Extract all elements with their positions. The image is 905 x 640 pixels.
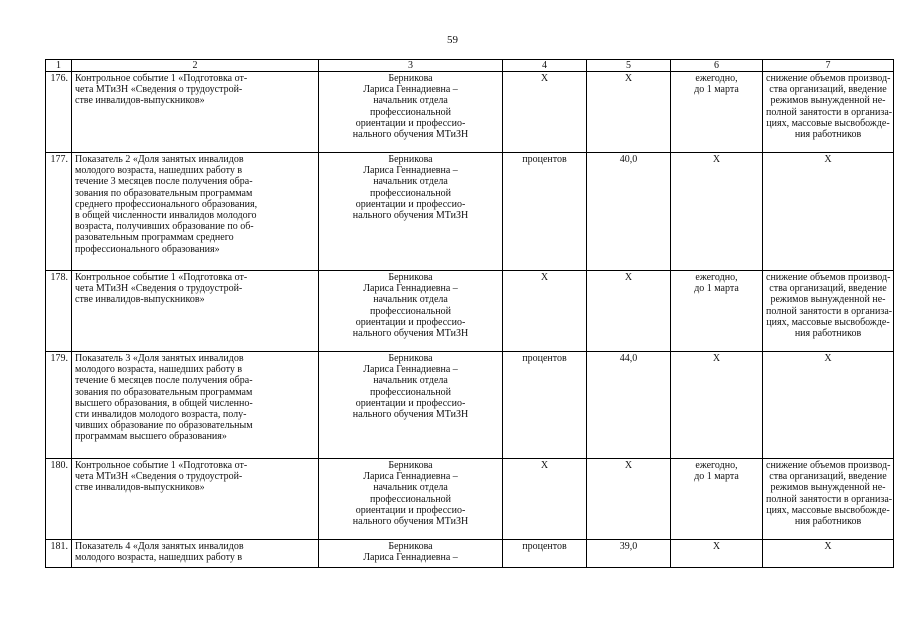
row-number-cell (46, 153, 72, 271)
term-line: ежегодно, (695, 73, 738, 84)
term-cell (671, 72, 763, 153)
risk-line: режимов вынужденной не- (770, 482, 886, 494)
indicator-name-line: молодого возраста, нашедших работу в (75, 165, 243, 177)
indicator-name-line: течение 3 месяцев после получения обра- (75, 176, 253, 188)
responsible-line: ориентации и профессио- (355, 316, 466, 328)
row-number-cell (46, 271, 72, 352)
term-line: до 1 марта (694, 283, 739, 295)
indicator-name-line: стве инвалидов-выпускников» (75, 294, 205, 306)
value-cell (587, 153, 671, 271)
indicator-name-line: чета МТиЗН «Сведения о трудоустрой- (75, 283, 243, 295)
responsible-line: ориентации и профессио- (355, 198, 466, 210)
indicator-name-line: программам высшего образования» (75, 431, 227, 443)
risk-cell (763, 72, 894, 153)
responsible-line: Берникова (388, 73, 433, 84)
row-number: 181. (50, 541, 68, 552)
indicator-name-line: Контрольное событие 1 «Подготовка от- (75, 460, 248, 471)
row-number-cell (46, 72, 72, 153)
target-value: Х (624, 460, 633, 471)
indicator-name-line: Показатель 2 «Доля занятых инвалидов (75, 154, 244, 165)
risk-line: ства организаций, введение (769, 84, 887, 96)
responsible-line: Берникова (388, 460, 433, 471)
term-cell (671, 153, 763, 271)
responsible-line: профессиональной (370, 386, 451, 398)
value-cell (587, 72, 671, 153)
risk-line: полной занятости в организа- (766, 493, 893, 505)
row-number: 176. (50, 73, 68, 84)
risk-line: полной занятости в организа- (766, 106, 893, 118)
responsible-line: ориентации и профессио- (355, 397, 466, 409)
unit-value: процентов (522, 541, 567, 552)
risk-line: циях, массовые высвобожде- (766, 316, 890, 328)
column-header: 3 (319, 60, 503, 72)
responsible-line: профессиональной (370, 493, 451, 505)
indicator-name-cell (72, 271, 319, 352)
indicator-name-cell (72, 459, 319, 540)
responsible-line: Берникова (388, 541, 433, 552)
value-cell (587, 352, 671, 459)
column-number-row (46, 60, 894, 72)
risk-line: ния работников (794, 129, 862, 141)
indicator-name-cell (72, 352, 319, 459)
indicator-name-line: Показатель 4 «Доля занятых инвалидов (75, 541, 244, 552)
risk-line: снижение объемов производ- (766, 460, 891, 471)
target-value: 40,0 (619, 154, 638, 165)
unit-value: Х (540, 73, 549, 84)
indicator-name-line: Контрольное событие 1 «Подготовка от- (75, 272, 248, 283)
column-header: 4 (503, 60, 587, 72)
target-value: Х (624, 73, 633, 84)
risk-line: ния работников (794, 328, 862, 340)
indicator-name-line: в общей численности инвалидов молодого (75, 210, 257, 222)
indicator-table (45, 59, 894, 568)
indicator-name-line: чета МТиЗН «Сведения о трудоустрой- (75, 471, 243, 483)
responsible-line: Берникова (388, 154, 433, 165)
indicator-name-line: зования по образовательным программам (75, 386, 253, 398)
unit-cell (503, 72, 587, 153)
responsible-line: нального обучения МТиЗН (352, 516, 469, 528)
risk-line: полной занятости в организа- (766, 305, 893, 317)
term-line: до 1 марта (694, 471, 739, 483)
column-header: 2 (72, 60, 319, 72)
responsible-line: нального обучения МТиЗН (352, 328, 469, 340)
risk-cell (763, 153, 894, 271)
unit-value: процентов (522, 154, 567, 165)
risk-cell (763, 271, 894, 352)
table-body (46, 60, 894, 568)
indicator-name-line: профессионального образования» (75, 243, 220, 255)
table-row (46, 459, 894, 540)
term-line: Х (712, 154, 721, 165)
indicator-name-line: молодого возраста, нашедших работу в (75, 552, 243, 564)
indicator-name-line: стве инвалидов-выпускников» (75, 95, 205, 107)
risk-line: ства организаций, введение (769, 471, 887, 483)
responsible-line: ориентации и профессио- (355, 117, 466, 129)
risk-line: циях, массовые высвобожде- (766, 504, 890, 516)
responsible-cell (319, 271, 503, 352)
responsible-line: профессиональной (370, 106, 451, 118)
risk-line: режимов вынужденной не- (770, 294, 886, 306)
table-row (46, 352, 894, 459)
risk-line: циях, массовые высвобожде- (766, 117, 890, 129)
risk-cell (763, 459, 894, 540)
responsible-cell (319, 459, 503, 540)
responsible-line: Лариса Геннадиевна – (363, 283, 458, 295)
term-line: до 1 марта (694, 84, 739, 96)
indicator-name-line: Контрольное событие 1 «Подготовка от- (75, 73, 248, 84)
unit-cell (503, 540, 587, 568)
row-number-cell (46, 540, 72, 568)
value-cell (587, 540, 671, 568)
unit-cell (503, 459, 587, 540)
indicator-name-line: стве инвалидов-выпускников» (75, 482, 205, 494)
row-number-cell (46, 459, 72, 540)
responsible-cell (319, 72, 503, 153)
row-number: 180. (50, 460, 68, 471)
responsible-line: нального обучения МТиЗН (352, 210, 469, 222)
risk-cell (763, 540, 894, 568)
table-row (46, 153, 894, 271)
risk-line: Х (824, 541, 832, 552)
unit-value: процентов (522, 353, 567, 364)
unit-cell (503, 271, 587, 352)
column-header: 6 (671, 60, 763, 72)
indicator-name-line: чета МТиЗН «Сведения о трудоустрой- (75, 84, 243, 96)
unit-cell (503, 153, 587, 271)
risk-line: снижение объемов производ- (766, 272, 891, 283)
responsible-line: нального обучения МТиЗН (352, 129, 469, 141)
page-number: 59 (447, 34, 458, 46)
responsible-line: нального обучения МТиЗН (352, 409, 469, 421)
column-header: 7 (763, 60, 894, 72)
unit-value: Х (540, 460, 549, 471)
term-cell (671, 540, 763, 568)
indicator-name-line: молодого возраста, нашедших работу в (75, 364, 243, 376)
indicator-name-line: высшего образования, в общей численно- (75, 397, 253, 409)
row-number: 178. (50, 272, 68, 283)
indicator-name-line: зования по образовательным программам (75, 187, 253, 199)
term-line: ежегодно, (695, 272, 738, 283)
value-cell (587, 271, 671, 352)
term-cell (671, 352, 763, 459)
term-cell (671, 271, 763, 352)
term-line: Х (712, 541, 721, 552)
table-row (46, 540, 894, 568)
responsible-cell (319, 153, 503, 271)
responsible-line: начальник отдела (373, 95, 448, 107)
indicator-name-line: чивших образование по образовательным (75, 420, 253, 432)
target-value: 39,0 (619, 541, 638, 552)
term-line: ежегодно, (695, 460, 738, 471)
responsible-line: Лариса Геннадиевна – (363, 471, 458, 483)
responsible-line: профессиональной (370, 305, 451, 317)
risk-cell (763, 352, 894, 459)
value-cell (587, 459, 671, 540)
unit-cell (503, 352, 587, 459)
indicator-name-line: Показатель 3 «Доля занятых инвалидов (75, 353, 244, 364)
target-value: 44,0 (619, 353, 638, 364)
table-row (46, 72, 894, 153)
responsible-line: начальник отдела (373, 482, 448, 494)
unit-value: Х (540, 272, 549, 283)
indicator-name-cell (72, 72, 319, 153)
responsible-line: Лариса Геннадиевна – (363, 165, 458, 177)
row-number: 177. (50, 154, 68, 165)
responsible-line: начальник отдела (373, 176, 448, 188)
column-header: 5 (587, 60, 671, 72)
indicator-name-line: сти инвалидов молодого возраста, полу- (75, 409, 247, 421)
responsible-line: Берникова (388, 353, 433, 364)
indicator-name-line: разовательным программам среднего (75, 232, 234, 244)
indicator-name-line: возраста, получивших образование по об- (75, 221, 254, 233)
row-number-cell (46, 352, 72, 459)
responsible-line: ориентации и профессио- (355, 504, 466, 516)
risk-line: режимов вынужденной не- (770, 95, 886, 107)
risk-line: ства организаций, введение (769, 283, 887, 295)
responsible-cell (319, 540, 503, 568)
target-value: Х (624, 272, 633, 283)
indicator-name-line: течение 6 месяцев после получения обра- (75, 375, 253, 387)
responsible-line: Лариса Геннадиевна – (363, 84, 458, 96)
term-line: Х (712, 353, 721, 364)
table-row (46, 271, 894, 352)
indicator-name-line: среднего профессионального образования, (75, 198, 258, 210)
column-header: 1 (46, 60, 72, 72)
responsible-line: Лариса Геннадиевна – (363, 552, 458, 564)
risk-line: Х (824, 154, 832, 165)
responsible-line: Берникова (388, 272, 433, 283)
risk-line: ния работников (794, 516, 862, 528)
responsible-line: начальник отдела (373, 375, 448, 387)
row-number: 179. (50, 353, 68, 364)
responsible-line: Лариса Геннадиевна – (363, 364, 458, 376)
risk-line: Х (824, 353, 832, 364)
indicator-name-cell (72, 540, 319, 568)
responsible-line: начальник отдела (373, 294, 448, 306)
term-cell (671, 459, 763, 540)
risk-line: снижение объемов производ- (766, 73, 891, 84)
indicator-name-cell (72, 153, 319, 271)
responsible-line: профессиональной (370, 187, 451, 199)
responsible-cell (319, 352, 503, 459)
